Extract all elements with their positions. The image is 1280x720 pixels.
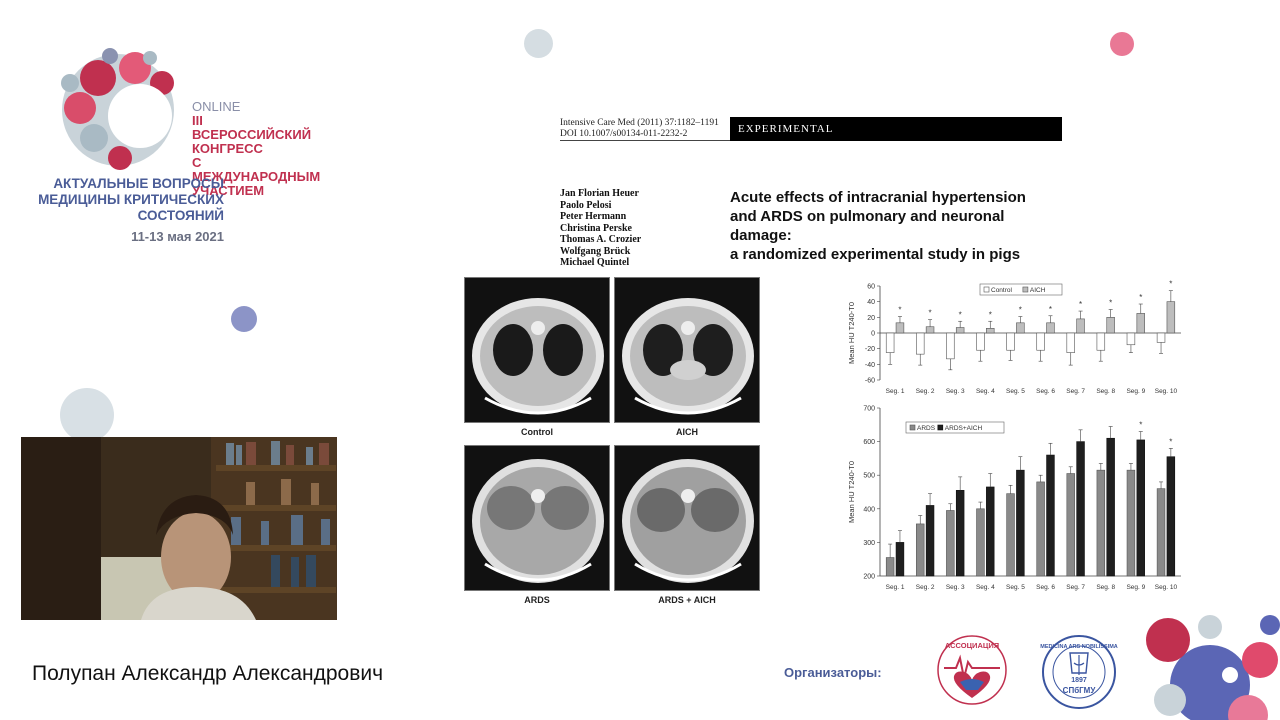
webcam-video-frame: [21, 437, 337, 620]
x-tick-label: Seg. 10: [1154, 584, 1178, 591]
bar: [1047, 455, 1055, 576]
y-tick-label: 500: [863, 472, 875, 480]
bar: [1077, 319, 1085, 333]
y-tick-label: 20: [867, 314, 875, 322]
y-axis-label: Mean HU T240-T0: [847, 461, 856, 523]
chart-control-aich: [844, 280, 1189, 398]
bar: [1037, 482, 1045, 576]
bar: [986, 328, 994, 333]
decor-dot-blue-left: [231, 306, 257, 332]
x-tick-label: Seg. 6: [1036, 584, 1055, 591]
legend-label: ARDS: [917, 425, 936, 432]
y-tick-label: 400: [863, 506, 875, 514]
journal-line2: DOI 10.1007/s00134-011-2232-2: [560, 129, 688, 139]
significance-mark: *: [1079, 300, 1083, 310]
x-tick-label: Seg. 3: [945, 584, 965, 591]
ct-scan-image: [615, 446, 760, 591]
significance-mark: *: [1139, 293, 1143, 303]
x-tick-label: Seg. 10: [1154, 388, 1178, 395]
ct-label-control: Control: [521, 427, 553, 437]
significance-mark: *: [1018, 305, 1022, 315]
legend-label: ARDS+AICH: [944, 425, 983, 432]
presentation-slide: [462, 100, 1202, 610]
congress-line4: УЧАСТИЕМ: [192, 183, 265, 198]
author: Michael Quintel: [560, 257, 630, 268]
university-name: СПбГМУ: [1062, 686, 1096, 695]
y-tick-label: -20: [864, 346, 875, 354]
y-tick-label: -40: [864, 361, 875, 369]
congress-emblem-icon: [50, 38, 190, 178]
significance-mark: *: [988, 310, 992, 320]
bar: [1137, 440, 1145, 576]
ct-image-ards-aich: [614, 445, 760, 591]
y-tick-label: 200: [863, 573, 875, 581]
x-tick-label: Seg. 8: [1096, 388, 1116, 395]
y-tick-label: 40: [867, 299, 875, 307]
congress-line1: III ВСЕРОССИЙСКИЙ: [192, 113, 312, 142]
bar: [1127, 470, 1135, 576]
bar: [896, 323, 904, 333]
congress-sub3: СОСТОЯНИЙ: [137, 208, 224, 223]
author-list: [560, 188, 641, 269]
congress-line3: С МЕЖДУНАРОДНЫМ: [192, 155, 321, 184]
legend-label: AICH: [1029, 287, 1046, 294]
bar: [946, 333, 954, 359]
significance-mark: *: [898, 305, 902, 315]
y-axis-label: Mean HU T240-T0: [847, 302, 856, 364]
bar: [1067, 474, 1075, 576]
bar: [1077, 442, 1085, 576]
bar: [1097, 470, 1105, 576]
x-tick-label: Seg. 2: [915, 584, 935, 591]
significance-mark: *: [1048, 304, 1053, 314]
bar: [1047, 323, 1055, 333]
y-tick-label: 300: [863, 539, 875, 547]
ct-label-ards: ARDS: [524, 595, 550, 605]
bar: [946, 510, 954, 576]
ct-label-ards-aich: ARDS + AICH: [658, 595, 716, 605]
bar: [977, 333, 985, 350]
congress-sub1: АКТУАЛЬНЫЕ ВОПРОСЫ: [53, 176, 224, 191]
chart-ards-aich: [844, 402, 1189, 594]
legend-swatch: [984, 287, 989, 292]
ct-image-aich: [614, 277, 760, 423]
decor-dot-gray-top: [524, 29, 553, 58]
bar: [1016, 470, 1024, 576]
author: Paolo Pelosi: [560, 199, 612, 211]
bar: [886, 558, 894, 576]
bar: [916, 333, 924, 354]
bar: [916, 524, 924, 576]
bar: [956, 490, 964, 576]
legend-swatch: [938, 425, 943, 430]
x-tick-label: Seg. 9: [1126, 388, 1146, 395]
bar: [1016, 323, 1024, 333]
author: Wolfgang Brück: [560, 245, 631, 257]
x-tick-label: Seg. 4: [975, 584, 995, 591]
x-tick-label: Seg. 2: [915, 388, 935, 395]
author: Thomas A. Crozier: [560, 234, 642, 245]
bar: [926, 327, 934, 333]
decor-circles-bottom-right: [1140, 615, 1280, 720]
ct-label-aich: AICH: [676, 427, 698, 437]
bar: [977, 509, 985, 576]
bar: [1107, 438, 1115, 576]
author: Peter Hermann: [560, 211, 627, 222]
title-line3: a randomized experimental study in pigs: [730, 246, 1021, 263]
x-tick-label: Seg. 6: [1036, 388, 1055, 395]
x-tick-label: Seg. 8: [1096, 584, 1116, 591]
decor-dot-pink-top: [1110, 32, 1134, 56]
title-line2: and ARDS on pulmonary and neuronal damage:: [730, 208, 1005, 244]
chart-control-aich-svg: [844, 280, 1189, 398]
x-tick-label: Seg. 3: [945, 388, 965, 395]
bar: [1157, 489, 1165, 576]
significance-mark: *: [928, 308, 932, 318]
significance-mark: *: [958, 310, 962, 320]
x-tick-label: Seg. 1: [885, 388, 905, 395]
legend-label: Control: [991, 287, 1012, 294]
y-tick-label: 0: [871, 330, 875, 338]
speaker-name: Полупан Александр Александрович: [32, 662, 384, 685]
bar: [896, 542, 904, 576]
journal-citation: [560, 118, 719, 140]
ct-image-control: [464, 277, 610, 423]
significance-mark: *: [1169, 437, 1173, 447]
x-tick-label: Seg. 9: [1126, 584, 1146, 591]
journal-divider: [560, 140, 730, 141]
legend-swatch: [1023, 287, 1028, 292]
association-logo-text: АССОЦИАЦИЯ: [944, 641, 1000, 650]
x-tick-label: Seg. 5: [1006, 388, 1025, 395]
bar: [886, 333, 894, 353]
legend-swatch: [910, 425, 915, 430]
bar: [1107, 317, 1115, 333]
significance-mark: *: [1169, 280, 1173, 289]
bar: [1167, 457, 1175, 576]
x-tick-label: Seg. 4: [975, 388, 995, 395]
decor-dot-gray-left: [60, 388, 114, 442]
university-emblem-icon: [1040, 633, 1118, 711]
ct-scan-image: [465, 446, 610, 591]
y-tick-label: 700: [863, 405, 875, 413]
congress-subtitle: [28, 176, 224, 224]
congress-online: ONLINE: [192, 99, 241, 114]
congress-dates: 11-13 мая 2021: [131, 229, 224, 244]
title-line1: Acute effects of intracranial hypertension: [730, 189, 1026, 206]
university-motto: MEDICINA ARS NOBILISSIMA: [1040, 644, 1118, 650]
bar: [1127, 333, 1135, 345]
congress-line2: КОНГРЕСС: [192, 141, 263, 156]
significance-mark: *: [1139, 420, 1143, 430]
bar: [1137, 313, 1145, 333]
ct-image-ards: [464, 445, 610, 591]
x-tick-label: Seg. 1: [885, 584, 905, 591]
congress-sub2: МЕДИЦИНЫ КРИТИЧЕСКИХ: [38, 192, 224, 207]
organizers-label: Организаторы:: [784, 665, 882, 680]
significance-mark: *: [1109, 298, 1113, 308]
bar: [986, 487, 994, 576]
bar: [1167, 302, 1175, 333]
ct-scan-image: [615, 278, 760, 423]
bar: [926, 505, 934, 576]
journal-line1: Intensive Care Med (2011) 37:1182–1191: [560, 118, 719, 128]
bar: [1037, 333, 1045, 350]
bar: [1007, 494, 1015, 576]
university-year: 1897: [1071, 677, 1087, 684]
association-logo: [934, 632, 1010, 708]
section-banner: EXPERIMENTAL: [730, 117, 1062, 141]
university-logo: [1040, 633, 1118, 711]
association-heart-icon: [934, 632, 1010, 708]
ct-scan-image: [465, 278, 610, 423]
x-tick-label: Seg. 5: [1006, 584, 1025, 591]
x-tick-label: Seg. 7: [1066, 584, 1086, 591]
bar: [1097, 333, 1105, 350]
bar: [1157, 333, 1165, 342]
y-tick-label: 600: [863, 439, 875, 447]
author: Christina Perske: [560, 222, 632, 234]
bar: [1067, 333, 1075, 353]
paper-title: [730, 188, 1070, 264]
chart-ards-aich-svg: [844, 402, 1189, 594]
bar: [1007, 333, 1015, 350]
y-tick-label: 60: [867, 283, 875, 291]
author: Jan Florian Heuer: [560, 188, 639, 199]
speaker-webcam: [21, 437, 337, 620]
y-tick-label: -60: [864, 377, 875, 385]
bar: [956, 328, 964, 333]
x-tick-label: Seg. 7: [1066, 388, 1086, 395]
